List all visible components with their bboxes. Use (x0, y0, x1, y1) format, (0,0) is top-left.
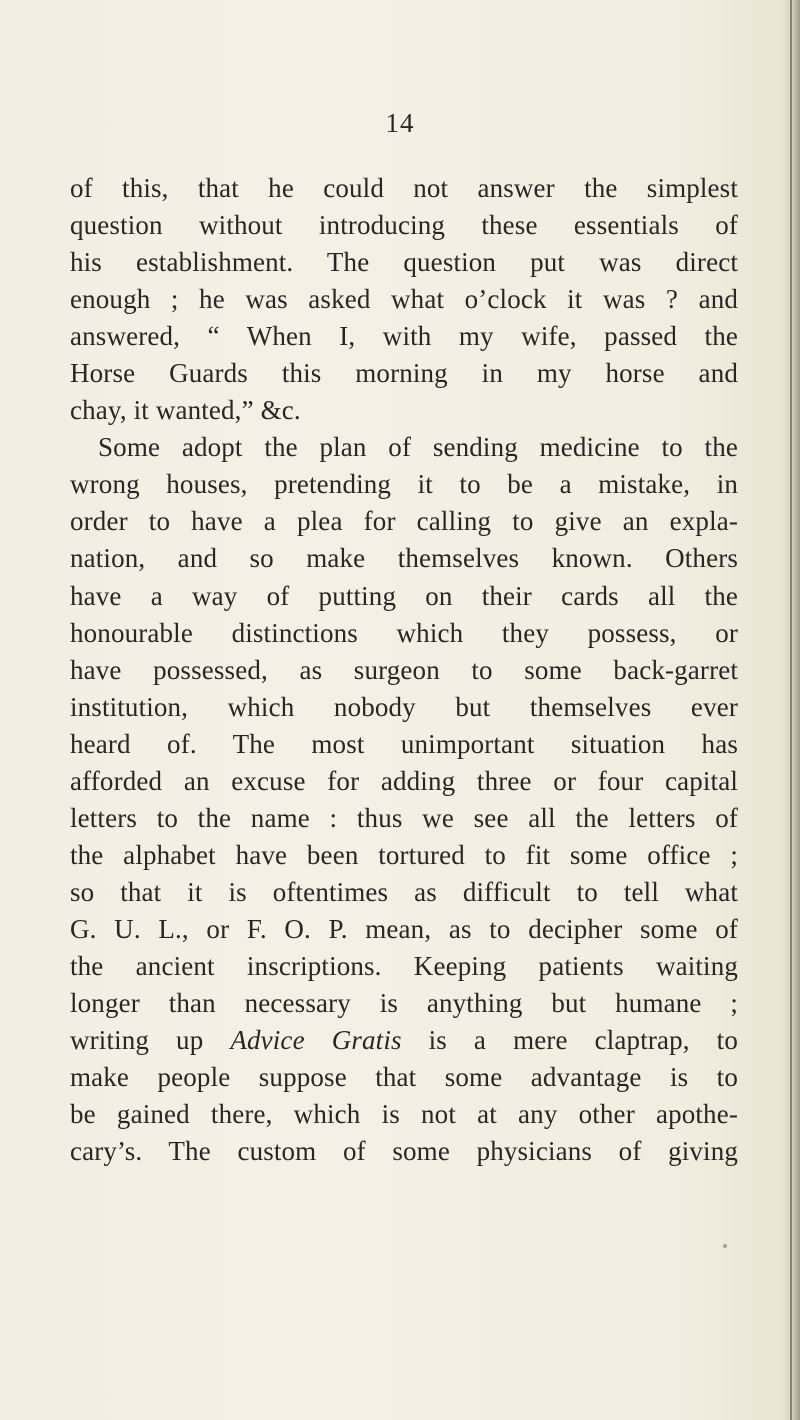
text-line: order to have a plea for calling to give an expla- (70, 506, 738, 537)
text-line: afforded an excuse for adding three or four capital (70, 765, 738, 796)
text-line: the alphabet have been tortured to fit some office ; (70, 839, 738, 870)
text-segment: is a mere claptrap, to (401, 1025, 738, 1056)
text-line: Horse Guards this morning in my horse and (70, 358, 738, 389)
page-edge-line (790, 0, 792, 1420)
text-line: have a way of putting on their cards all the (70, 580, 738, 611)
text-line: his establishment. The question put was direct (70, 247, 738, 278)
text-line: G. U. L., or F. O. P. mean, as to decipher some of (70, 913, 738, 944)
italic-phrase: Advice Gratis (230, 1025, 402, 1056)
text-line: question without introducing these essentials of (70, 210, 738, 241)
page-number: 14 (385, 108, 415, 138)
text-line: wrong houses, pretending it to be a mistake, in (70, 469, 738, 500)
text-line: longer than necessary is anything but humane ; (70, 988, 738, 1019)
text-line: so that it is oftentimes as difficult to tell what (70, 876, 738, 907)
text-line: Some adopt the plan of sending medicine to the (98, 432, 738, 463)
text-line: chay, it wanted,” &c. (70, 395, 301, 426)
text-line: cary’s. The custom of some physicians of giving (70, 1136, 738, 1167)
ink-speck (723, 1244, 727, 1248)
text-line: be gained there, which is not at any other apothe- (70, 1099, 738, 1130)
text-line: nation, and so make themselves known. Others (70, 543, 738, 574)
text-line: make people suppose that some advantage is to (70, 1062, 738, 1093)
text-line: answered, “ When I, with my wife, passed the (70, 321, 738, 352)
text-line-with-italic (70, 1022, 738, 1059)
text-segment: writing up (70, 1025, 231, 1056)
body-text (70, 170, 738, 1170)
text-line: heard of. The most unimportant situation has (70, 728, 738, 759)
text-line: honourable distinctions which they possess, or (70, 617, 738, 648)
text-line: letters to the name : thus we see all the letters of (70, 802, 738, 833)
text-line: the ancient inscriptions. Keeping patients waiting (70, 950, 738, 981)
text-line: have possessed, as surgeon to some back-garret (70, 654, 738, 685)
text-line: of this, that he could not answer the simplest (70, 173, 738, 203)
text-line: enough ; he was asked what o’clock it was ? and (70, 284, 738, 315)
text-line: institution, which nobody but themselves ever (70, 691, 738, 722)
